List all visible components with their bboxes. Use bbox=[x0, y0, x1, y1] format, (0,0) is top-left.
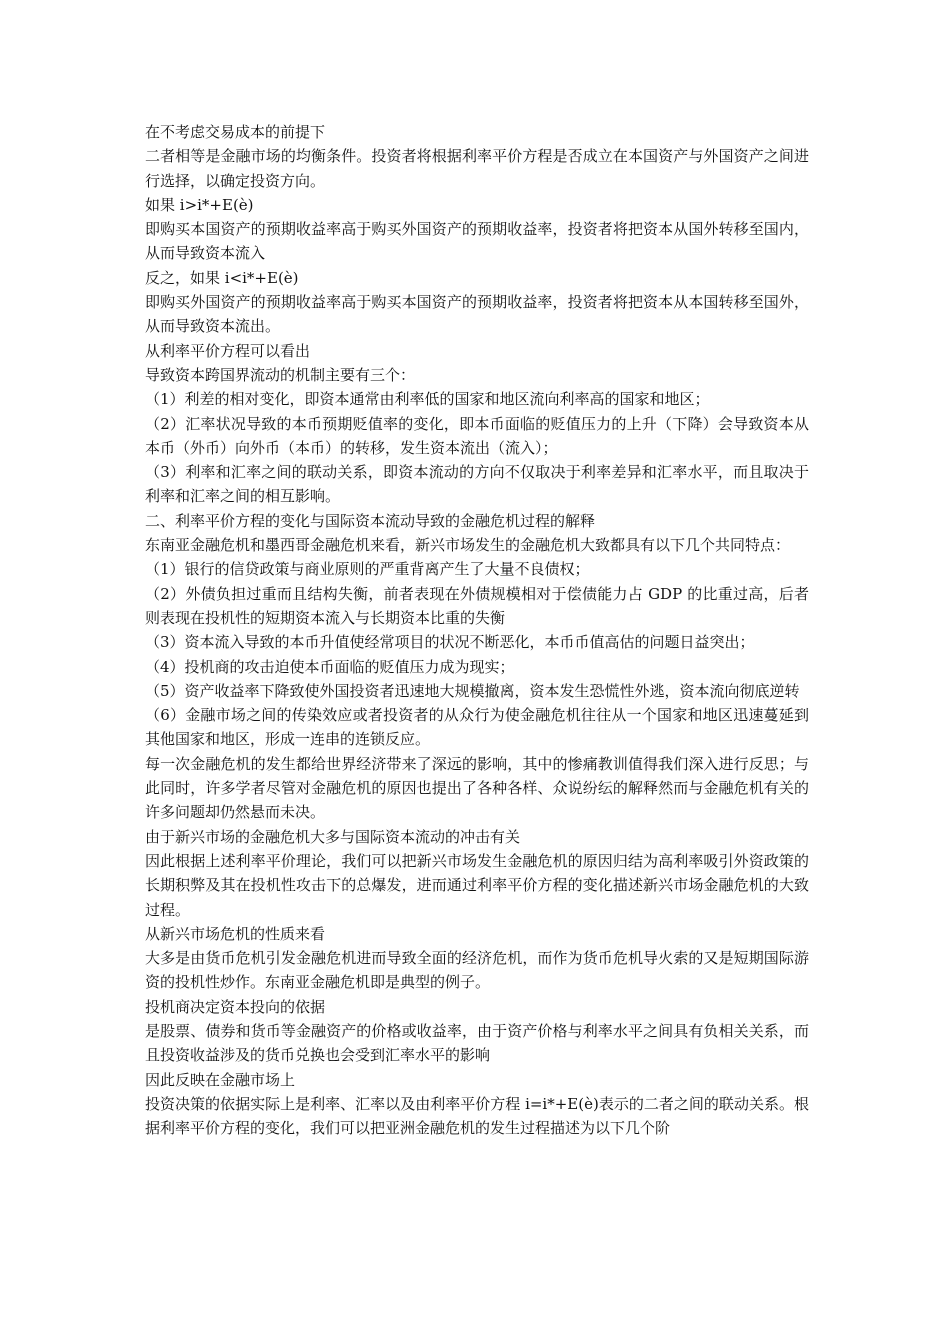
paragraph: 投资决策的依据实际上是利率、汇率以及由利率平价方程 i=i*+E(è)表示的二者之间的联动关系。根据利率平价方程的变化，我们可以把亚洲金融危机的发生过程描述为以下几个阶 bbox=[145, 1094, 809, 1138]
paragraph: 由于新兴市场的金融危机大多与国际资本流动的冲击有关 bbox=[145, 827, 521, 846]
paragraph: 在不考虑交易成本的前提下 bbox=[145, 123, 326, 141]
paragraph: 即购买本国资产的预期收益率高于购买外国资产的预期收益率，投资者将把资本从国外转移至国内，从而导致资本流入 bbox=[145, 220, 809, 263]
paragraph: 二者相等是金融市场的均衡条件。投资者将根据利率平价方程是否成立在本国资产与外国资产之间进行选择，以确定投资方向。 bbox=[145, 147, 809, 190]
section-heading: 二、利率平价方程的变化与国际资本流动导致的金融危机过程的解释 bbox=[145, 511, 596, 530]
paragraph: 因此根据上述利率平价理论，我们可以把新兴市场发生金融危机的原因归结为高利率吸引外资政策的长期积弊及其在投机性攻击下的总爆发，进而通过利率平价方程的变化描述新兴市场金融危机的大致过程。 bbox=[145, 851, 809, 919]
list-item: （4）投机商的攻击迫使本币面临的贬值压力成为现实； bbox=[145, 657, 515, 676]
paragraph: 是股票、债券和货币等金融资产的价格或收益率，由于资产价格与利率水平之间具有负相关关系，而且投资收益涉及的货币兑换也会受到汇率水平的影响 bbox=[145, 1021, 809, 1065]
paragraph: 因此反映在金融市场上 bbox=[145, 1070, 296, 1089]
list-item: （2）汇率状况导致的本币预期贬值率的变化，即本币面临的贬值压力的上升（下降）会导致资本从本币（外币）向外币（本币）的转移，发生资本流出（流入）； bbox=[145, 414, 809, 457]
list-item: （1）银行的信贷政策与商业原则的严重背离产生了大量不良债权； bbox=[145, 560, 590, 579]
paragraph: 每一次金融危机的发生都给世界经济带来了深远的影响，其中的惨痛教训值得我们深入进行反思；与此同时，许多学者尽管对金融危机的原因也提出了各种各样、众说纷纭的解释然而与金融危机有关的许多问题却仍然悬而未决。 bbox=[145, 754, 809, 822]
list-item: （2）外债负担过重而且结构失衡，前者表现在外债规模相对于偿债能力占 GDP 的比重过高，后者则表现在投机性的短期资本流入与长期资本比重的失衡 bbox=[145, 584, 809, 627]
paragraph: 东南亚金融危机和墨西哥金融危机来看，新兴市场发生的金融危机大致都具有以下几个共同特点： bbox=[145, 536, 791, 555]
paragraph: 导致资本跨国界流动的机制主要有三个： bbox=[145, 365, 416, 384]
list-item: （6）金融市场之间的传染效应或者投资者的从众行为使金融危机往往从一个国家和地区迅速蔓延到其他国家和地区，形成一连串的连锁反应。 bbox=[145, 706, 809, 749]
document-page bbox=[145, 120, 809, 1140]
paragraph: 即购买外国资产的预期收益率高于购买本国资产的预期收益率，投资者将把资本从本国转移至国外，从而导致资本流出。 bbox=[145, 293, 809, 336]
paragraph: 从新兴市场危机的性质来看 bbox=[145, 924, 326, 943]
list-item: （3）资本流入导致的本币升值使经常项目的状况不断恶化，本币币值高估的问题日益突出； bbox=[145, 633, 755, 652]
paragraph: 大多是由货币危机引发金融危机进而导致全面的经济危机，而作为货币危机导火索的又是短期国际游资的投机性炒作。东南亚金融危机即是典型的例子。 bbox=[145, 949, 809, 992]
paragraph: 反之，如果 i<i*+E(è) bbox=[145, 268, 299, 287]
paragraph: 投机商决定资本投向的依据 bbox=[145, 997, 326, 1016]
list-item: （1）利差的相对变化，即资本通常由利率低的国家和地区流向利率高的国家和地区； bbox=[145, 390, 710, 409]
list-item: （5）资产收益率下降致使外国投资者迅速地大规模撤离，资本发生恐慌性外逃，资本流向彻底逆转 bbox=[145, 681, 800, 700]
paragraph: 从利率平价方程可以看出 bbox=[145, 341, 311, 360]
list-item: （3）利率和汇率之间的联动关系，即资本流动的方向不仅取决于利率差异和汇率水平，而且取决于利率和汇率之间的相互影响。 bbox=[145, 463, 809, 506]
paragraph: 如果 i>i*+E(è) bbox=[145, 195, 254, 214]
